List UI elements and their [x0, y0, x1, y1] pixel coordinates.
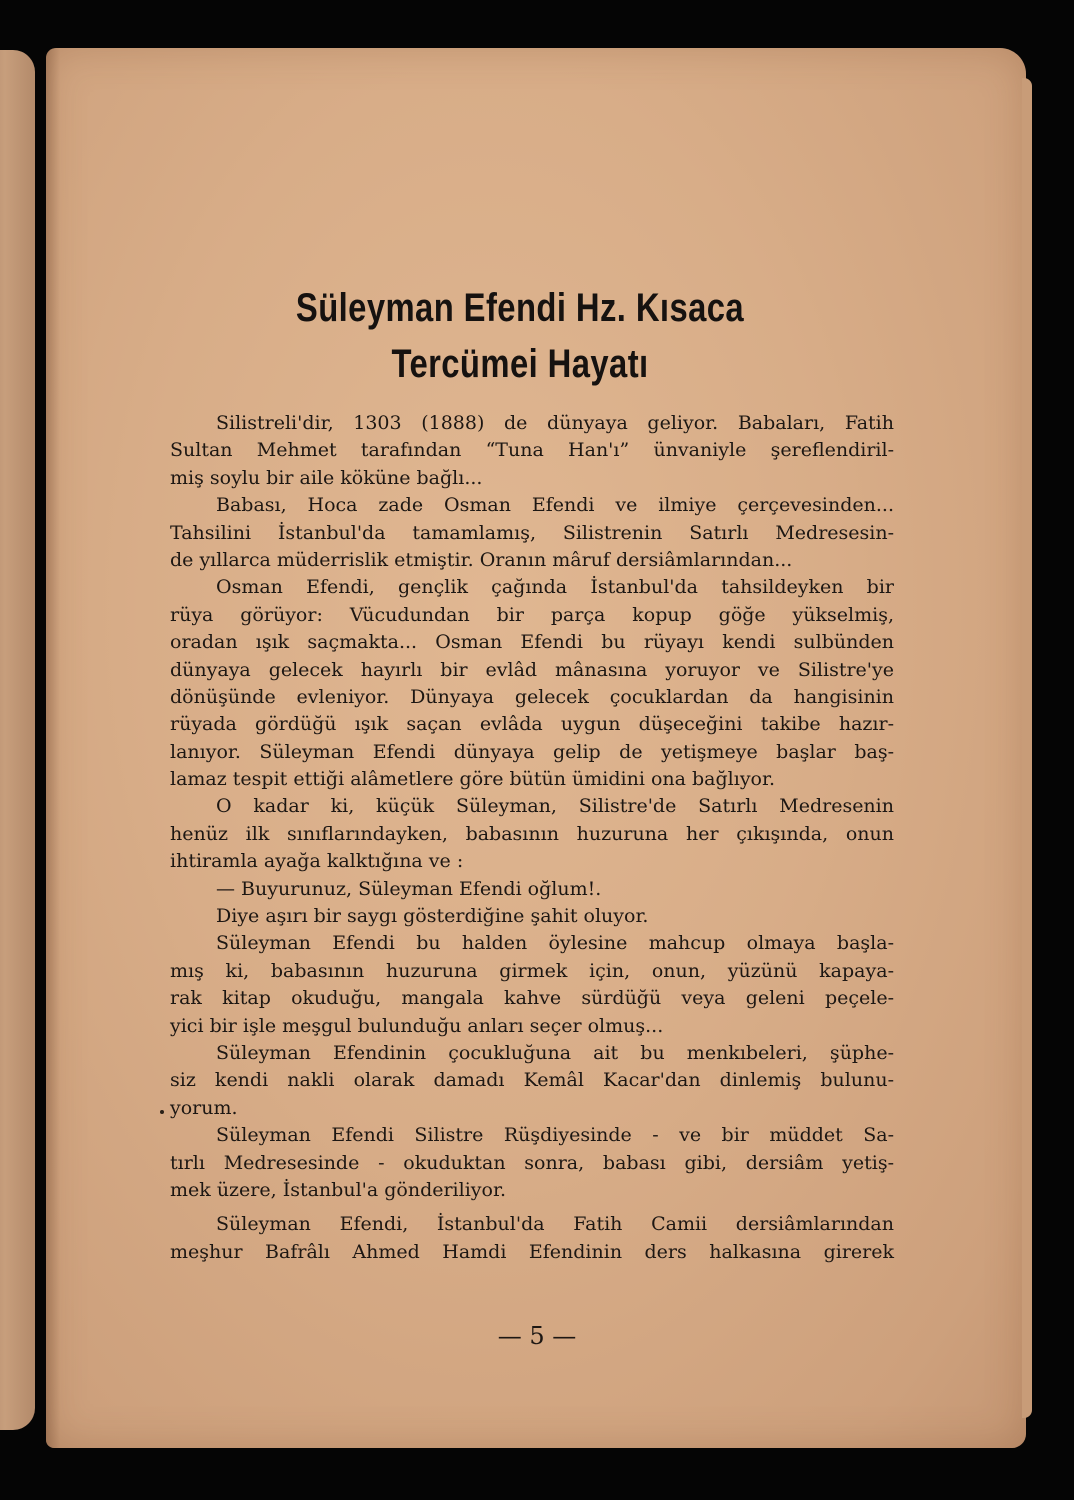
text-line: Tahsilini İstanbul'da tamamlamış, Silistrenin Satırlı Medresesin- [170, 521, 894, 544]
text-line: Süleyman Efendi Silistre Rüşdiyesinde - ve bir müddet Sa- [216, 1124, 894, 1147]
text-line: O kadar ki, küçük Süleyman, Silistre'de Satırlı Medresenin [216, 795, 894, 818]
page-number: — 5 — [497, 1322, 577, 1350]
text-line: lamaz tespit ettiği alâmetlere göre bütün ümidini ona bağlıyor. [170, 768, 776, 791]
text-line: mış ki, babasının huzuruna girmek için, onun, yüzünü kapaya- [170, 959, 894, 982]
text-line: — Buyurunuz, Süleyman Efendi oğlum!. [216, 877, 602, 900]
text-line: Diye aşırı bir saygı gösterdiğine şahit oluyor. [216, 905, 649, 928]
text-line: de yıllarca müderrislik etmiştir. Oranın mâruf dersiâmlarından... [170, 548, 793, 571]
text-line: mek üzere, İstanbul'a gönderiliyor. [170, 1178, 506, 1201]
text-line: yici bir işle meşgul bulunduğu anları seçer olmuş... [170, 1014, 664, 1037]
previous-page-edge [0, 50, 35, 1430]
text-line: oradan ışık saçmakta... Osman Efendi bu rüyayı kendi sulbünden [170, 631, 894, 654]
text-line: Osman Efendi, gençlik çağında İstanbul'da tahsildeyken bir [216, 576, 894, 599]
text-line: yorum. [170, 1096, 238, 1119]
text-line: Silistreli'dir, 1303 (1888) de dünyaya geliyor. Babaları, Fatih [216, 412, 894, 434]
text-line: dönüşünde evleniyor. Dünyaya gelecek çocuklardan da hangisinin [170, 685, 894, 708]
title-line-2: Tercümei Hayatı [391, 342, 649, 386]
body-text [170, 410, 894, 1266]
ink-speck [160, 1110, 164, 1114]
text-line: ihtiramla ayağa kalktığına ve : [170, 850, 464, 873]
title-line-1: Süleyman Efendi Hz. Kısaca [295, 286, 745, 330]
text-line: siz kendi nakli olarak damadı Kemâl Kacar'dan dinlemiş bulunu- [170, 1069, 894, 1092]
text-line: miş soylu bir aile köküne bağlı... [170, 466, 483, 489]
text-line: dünyaya gelecek hayırlı bir evlâd mânasına yoruyor ve Silistre'ye [170, 658, 894, 681]
text-line: lanıyor. Süleyman Efendi dünyaya gelip de yetişmeye başlar baş- [170, 740, 894, 763]
text-line: Süleyman Efendi, İstanbul'da Fatih Camii dersiâmlarından [216, 1213, 894, 1236]
page-title [192, 280, 848, 392]
text-line: meşhur Bafrâlı Ahmed Hamdi Efendinin ders halkasına girerek [170, 1240, 894, 1263]
text-line: rak kitap okuduğu, mangala kahve sürdüğü veya geleni peçele- [170, 987, 894, 1010]
text-line: henüz ilk sınıflarındayken, babasının huzuruna her çıkışında, onun [170, 822, 894, 845]
text-line: rüya görüyor: Vücudundan bir parça kopup göğe yükselmiş, [170, 603, 894, 626]
text-line: Süleyman Efendi bu halden öylesine mahcup olmaya başla- [216, 932, 894, 955]
text-line: rüyada gördüğü ışık saçan evlâda uygun düşeceğini takibe hazır- [170, 713, 894, 736]
text-line: Babası, Hoca zade Osman Efendi ve ilmiye çerçevesinden... [216, 494, 894, 517]
text-line: Süleyman Efendinin çocukluğuna ait bu menkıbeleri, şüphe- [216, 1041, 894, 1064]
text-line: tırlı Medresesinde - okuduktan sonra, babası gibi, dersiâm yetiş- [170, 1151, 894, 1174]
page-edge [1022, 78, 1032, 1418]
text-line: Sultan Mehmet tarafından “Tuna Han'ı” ünvaniyle şereflendiril- [170, 439, 894, 462]
